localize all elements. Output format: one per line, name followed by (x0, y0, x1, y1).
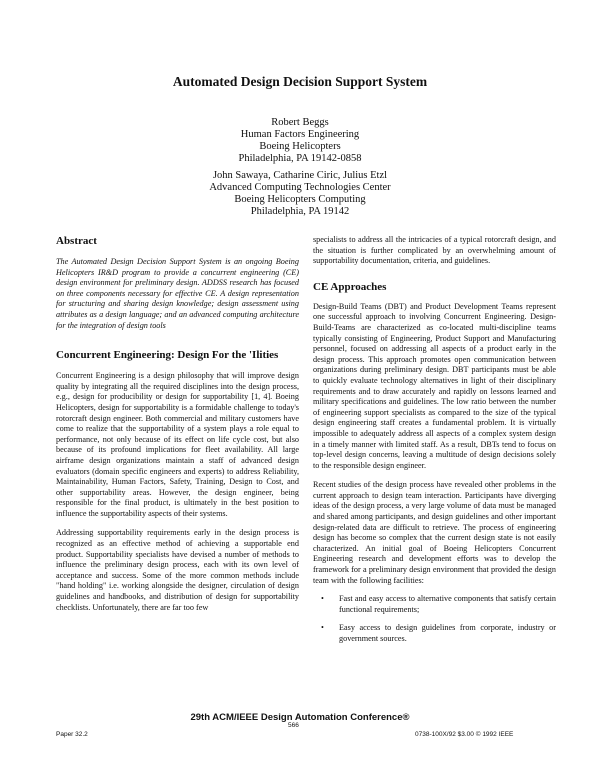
bullet-icon: • (321, 623, 324, 633)
section-heading-ce-approaches: CE Approaches (313, 280, 387, 293)
page-number: 566 (288, 722, 299, 729)
body-paragraph-continuation: specialists to address all the intricacies of a typical rotorcraft design, and the situation is further complicated by an overwhelming amount of supportability documentation, criteria, and guidelines. (313, 235, 556, 266)
list-item: • Fast and easy access to alternative components that satisfy certain functional requirements; (321, 594, 556, 614)
author-address: Philadelphia, PA 19142 (250, 206, 350, 217)
author-address: Philadelphia, PA 19142-0858 (238, 153, 362, 164)
paper-title: Automated Design Decision Support System (172, 74, 428, 89)
paper-id: Paper 32.2 (56, 731, 88, 738)
abstract-body: The Automated Design Decision Support System is an ongoing Boeing Helicopters IR&D program to provide a concurrent engineering (CE) design environment for preliminary design. ADDSS research has focused on three components necessary for effective CE. A design representation for structuring and sharing design knowledge; design assessment using attributes as a design language; and an advanced computing architecture for the integration of design tools (56, 257, 299, 330)
body-paragraph: Addressing supportability requirements early in the design process is recognized as an effective method of achieving a supportable end product. Supportability specialists have devised a number of methods to influence the preliminary design process, each with its own level of acceptance and success. Some of the more common methods include "hand holding" i.e. working alongside the designer, circulation of design guidelines and handbooks, and distribution of design for supportability checklists. Unfortunately, there are far too few (56, 528, 299, 612)
author-affiliation: Human Factors Engineering (240, 129, 360, 140)
author-organization: Boeing Helicopters (259, 141, 341, 152)
section-heading-concurrent-engineering: Concurrent Engineering: Design For the 'Ilities (56, 349, 279, 362)
right-column (313, 235, 556, 653)
author-block-1 (0, 117, 600, 165)
body-paragraph: Recent studies of the design process have revealed other problems in the current approach to design team interaction. Participants have diverging ideas of the design process, a very large volume of data must be managed and shared among participants, and design guidelines and other important design-related data are difficult to retrieve. The process of engineering design has become so complex that the current design state is not easily characterized. An initial goal of Boeing Helicopters Concurrent Engineering research and development efforts was to develop the framework for a preliminary design environment that provided the design team with the following facilities: (313, 480, 556, 585)
author-organization: Boeing Helicopters Computing (234, 194, 366, 205)
conference-footer: 29th ACM/IEEE Design Automation Conference® (190, 712, 410, 723)
body-paragraph: Concurrent Engineering is a design philosophy that will improve design quality by integrating all the required disciplines into the design process, e.g., design for producibility or design for supportability [1, 4]. Boeing Helicopters, design for supportability is a formidable challenge to today's rotorcraft design engineer. Both commercial and military customers have come to realize that the supportability of a system plays a role equal to performance, not only because of its effect on life cycle cost, but also because of its profound implications for fleet availability. All large airframe design organizations maintain a staff of advanced design evaluators (domain specific engineers and experts) to address Reliability, Maintainability, Human Factors, Safety, Training, Design to Cost, and other supportability areas. However, the design engineer, being responsible for the final product, is ultimately in the best position to influence the supportability aspects of their systems. (56, 371, 299, 518)
author-affiliation: Advanced Computing Technologies Center (209, 182, 391, 193)
author-block-2 (0, 170, 600, 218)
list-item: • Easy access to design guidelines from corporate, industry or government sources. (321, 623, 556, 643)
author-name: Robert Beggs (271, 117, 329, 128)
left-column (56, 235, 299, 613)
facilities-list (313, 594, 556, 644)
abstract-heading: Abstract (56, 235, 97, 247)
copyright-notice: 0738-100X/92 $3.00 © 1992 IEEE (415, 731, 514, 738)
body-paragraph: Design-Build Teams (DBT) and Product Development Teams represent one successful approach to involving Concurrent Engineering. Design-Build-Teams are characterized as co-located multi-discipline teams typically consisting of Engineering, Product Support and Manufacturing personnel, focused on addressing all aspects of a product early in the design process. This approach promotes open communication between organizations during preliminary design. DBT participants must be able to quickly evaluate technology alternatives in light of their disciplinary requirements and to draw accurately and rapidly on lessons learned and military specifications and guidelines. The low ratio between the number of engineering support specialists as compared to the size of the typical design engineering staff creates a fundamental problem. It is virtually impossible to adequately address all aspects of a complex system design in a timely manner with limited staff. As a result, DBTs tend to focus on top-level design concerns, leaving a multitude of design decisions solely to the responsible design engineer. (313, 301, 556, 470)
author-names: John Sawaya, Catharine Ciric, Julius Etzl (212, 170, 388, 181)
bullet-icon: • (321, 594, 324, 604)
